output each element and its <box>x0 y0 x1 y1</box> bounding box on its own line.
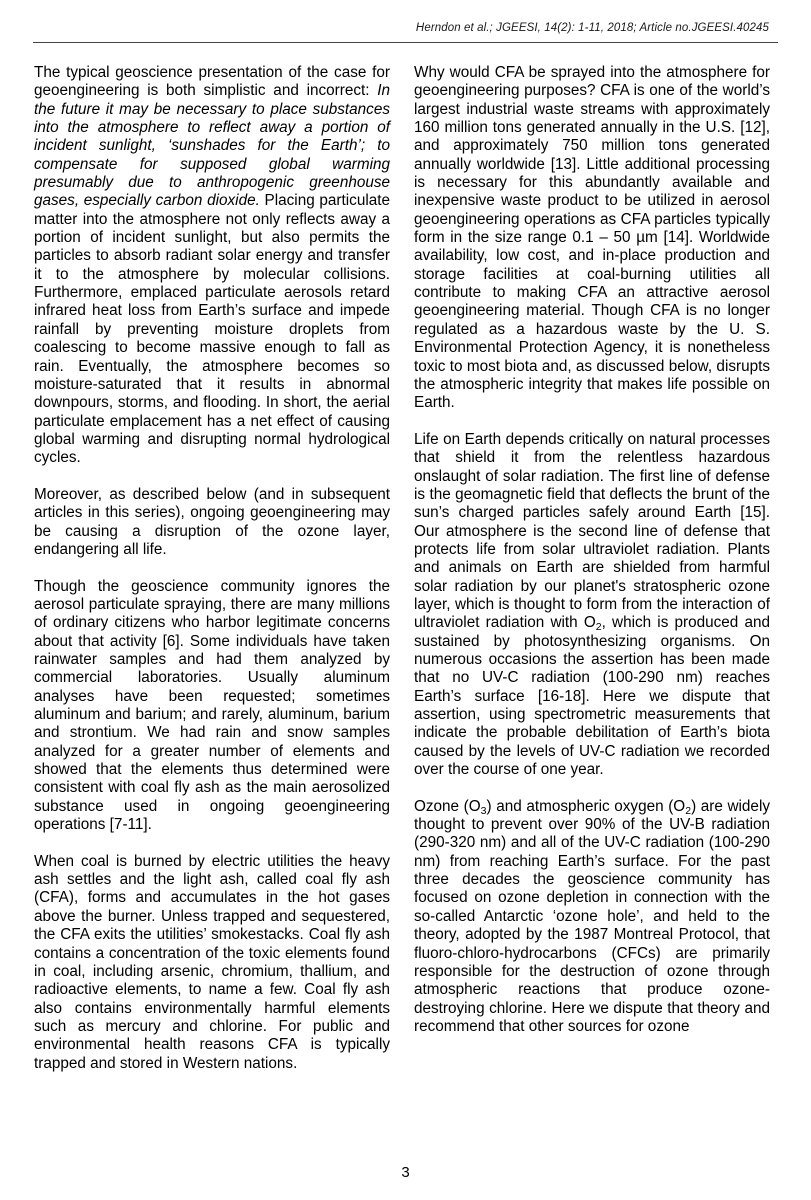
text-segment: Ozone (O <box>414 797 481 815</box>
paragraph-life-on-earth <box>414 431 770 780</box>
running-header: Herndon et al.; JGEESI, 14(2): 1-11, 2018; Article no.JGEESI.40245 <box>415 22 769 34</box>
text-segment: Life on Earth depends critically on natural processes that shield it from the relentless hazardous onslaught of solar radiation. The first line of defense is the geomagnetic field that deflects the brunt of the sun’s charged particles safely around Earth [15]. Our atmosphere is the second line of defense that protects life from solar ultraviolet radiation. Plants and animals on Earth are shielded from harmful solar radiation by our planet's stratospheric ozone layer, which is thought to form from the interaction of ultraviolet radiation with O <box>414 430 770 632</box>
subscript: 2 <box>595 621 602 634</box>
page-number: 3 <box>401 1164 410 1181</box>
text-segment: , which is produced and sustained by photosynthesizing organisms. On numerous occasions the assertion has been made that no UV-C radiation (100-290 nm) reaches Earth’s surface [16-18]. Here we dispute that assertion, using spectrometric measurements that indicate the probable debilitation of Earth’s biota caused by the levels of UV-C radiation we recorded over the course of one year. <box>414 614 771 779</box>
paragraph-why-cfa: Why would CFA be sprayed into the atmosphere for geoengineering purposes? CFA is one of the world’s largest industrial waste streams with approximately 160 million tons generated annually in the U.S. [12], and approximately 750 million tons generated annually worldwide [13]. Little additional processing is necessary for this abundantly available and inexpensive waste product to be utilized in aerosol geoengineering operations as CFA particles typically form in the size range 0.1 – 50 µm [14]. Worldwide availability, low cost, and in-place production and storage facilities at coal-burning utilities all contribute to making CFA an attractive aerosol geoengineering material. Though CFA is no longer regulated as a hazardous waste by the U. S. Environmental Protection Agency, it is nonetheless toxic to most biota and, as discussed below, disrupts the atmospheric integrity that makes life possible on Earth. <box>414 64 770 412</box>
quoted-claim: In the future it may be necessary to place substances into the atmosphere to reflect away a portion of incident sunlight, ‘sunshades for the Earth’; to compensate for supposed global warming presumably due to anthropogenic greenhouse gases, especially carbon dioxide. <box>34 82 390 210</box>
text-segment: ) and atmospheric oxygen (O <box>486 797 686 815</box>
right-column <box>414 64 770 1036</box>
paragraph-intro: The typical geoscience presentation of the case for geoengineering is both simplistic and incorrect: <box>34 64 390 100</box>
paragraph-geoengineering-case <box>34 64 390 468</box>
paragraph-ozone-disruption: Moreover, as described below (and in subsequent articles in this series), ongoing geoengineering may be causing a disruption of the ozone layer, endangering all life. <box>34 485 390 558</box>
left-column <box>34 64 390 1073</box>
paragraph-coal-fly-ash: When coal is burned by electric utilities the heavy ash settles and the light ash, called coal fly ash (CFA), forms and accumulates in the hot gases above the burner. Unless trapped and sequestered, the CFA exits the utilities’ smokestacks. Coal fly ash contains a concentration of the toxic elements found in coal, including arsenic, chromium, thallium, and radioactive elements, to name a few. Coal fly ash also contains environmentally harmful elements such as mercury and chlorine. For public and environmental health reasons CFA is typically trapped and stored in Western nations. <box>34 852 390 1072</box>
paragraph-ozone-oxygen <box>414 798 770 1036</box>
subscript: 3 <box>480 804 487 817</box>
paragraph-rest: Placing particulate matter into the atmosphere not only reflects away a portion of incident sunlight, but also permits the particles to absorb radiant solar energy and transfer it to the atmosphere by molecular collisions. Furthermore, emplaced particulate aerosols retard infrared heat loss from Earth’s surface and impede rainfall by preventing moisture droplets from coalescing to become massive enough to fall as rain. Eventually, the atmosphere becomes so moisture-saturated that it results in abnormal downpours, storms, and flooding. In short, the aerial particulate emplacement has a net effect of causing global warming and disrupting normal hydrological cycles. <box>34 192 390 467</box>
subscript: 2 <box>685 804 692 817</box>
header-rule <box>33 42 778 43</box>
paragraph-citizen-concerns: Though the geoscience community ignores the aerosol particulate spraying, there are many millions of ordinary citizens who harbor legitimate concerns about that activity [6]. Some individuals have taken rainwater samples and had them analyzed by commercial laboratories. Usually aluminum analyses have been requested; sometimes aluminum and barium; and rarely, aluminum, barium and strontium. We had rain and snow samples analyzed for a greater number of elements and showed that the elements thus determined were consistent with coal fly ash as the main aerosolized substance used in ongoing geoengineering operations [7-11]. <box>34 577 390 834</box>
text-segment: ) are widely thought to prevent over 90% of the UV-B radiation (290-320 nm) and all of the UV-C radiation (100-290 nm) from reaching Earth’s surface. For the past three decades the geoscience community has focused on ozone depletion in connection with the so-called Antarctic ‘ozone hole’, and held to the theory, adopted by the 1987 Montreal Protocol, that fluoro-chloro-hydrocarbons (CFCs) are primarily responsible for the destruction of ozone through atmospheric reactions that produce ozone-destroying chlorine. Here we dispute that theory and recommend that other sources for ozone <box>414 797 770 1035</box>
